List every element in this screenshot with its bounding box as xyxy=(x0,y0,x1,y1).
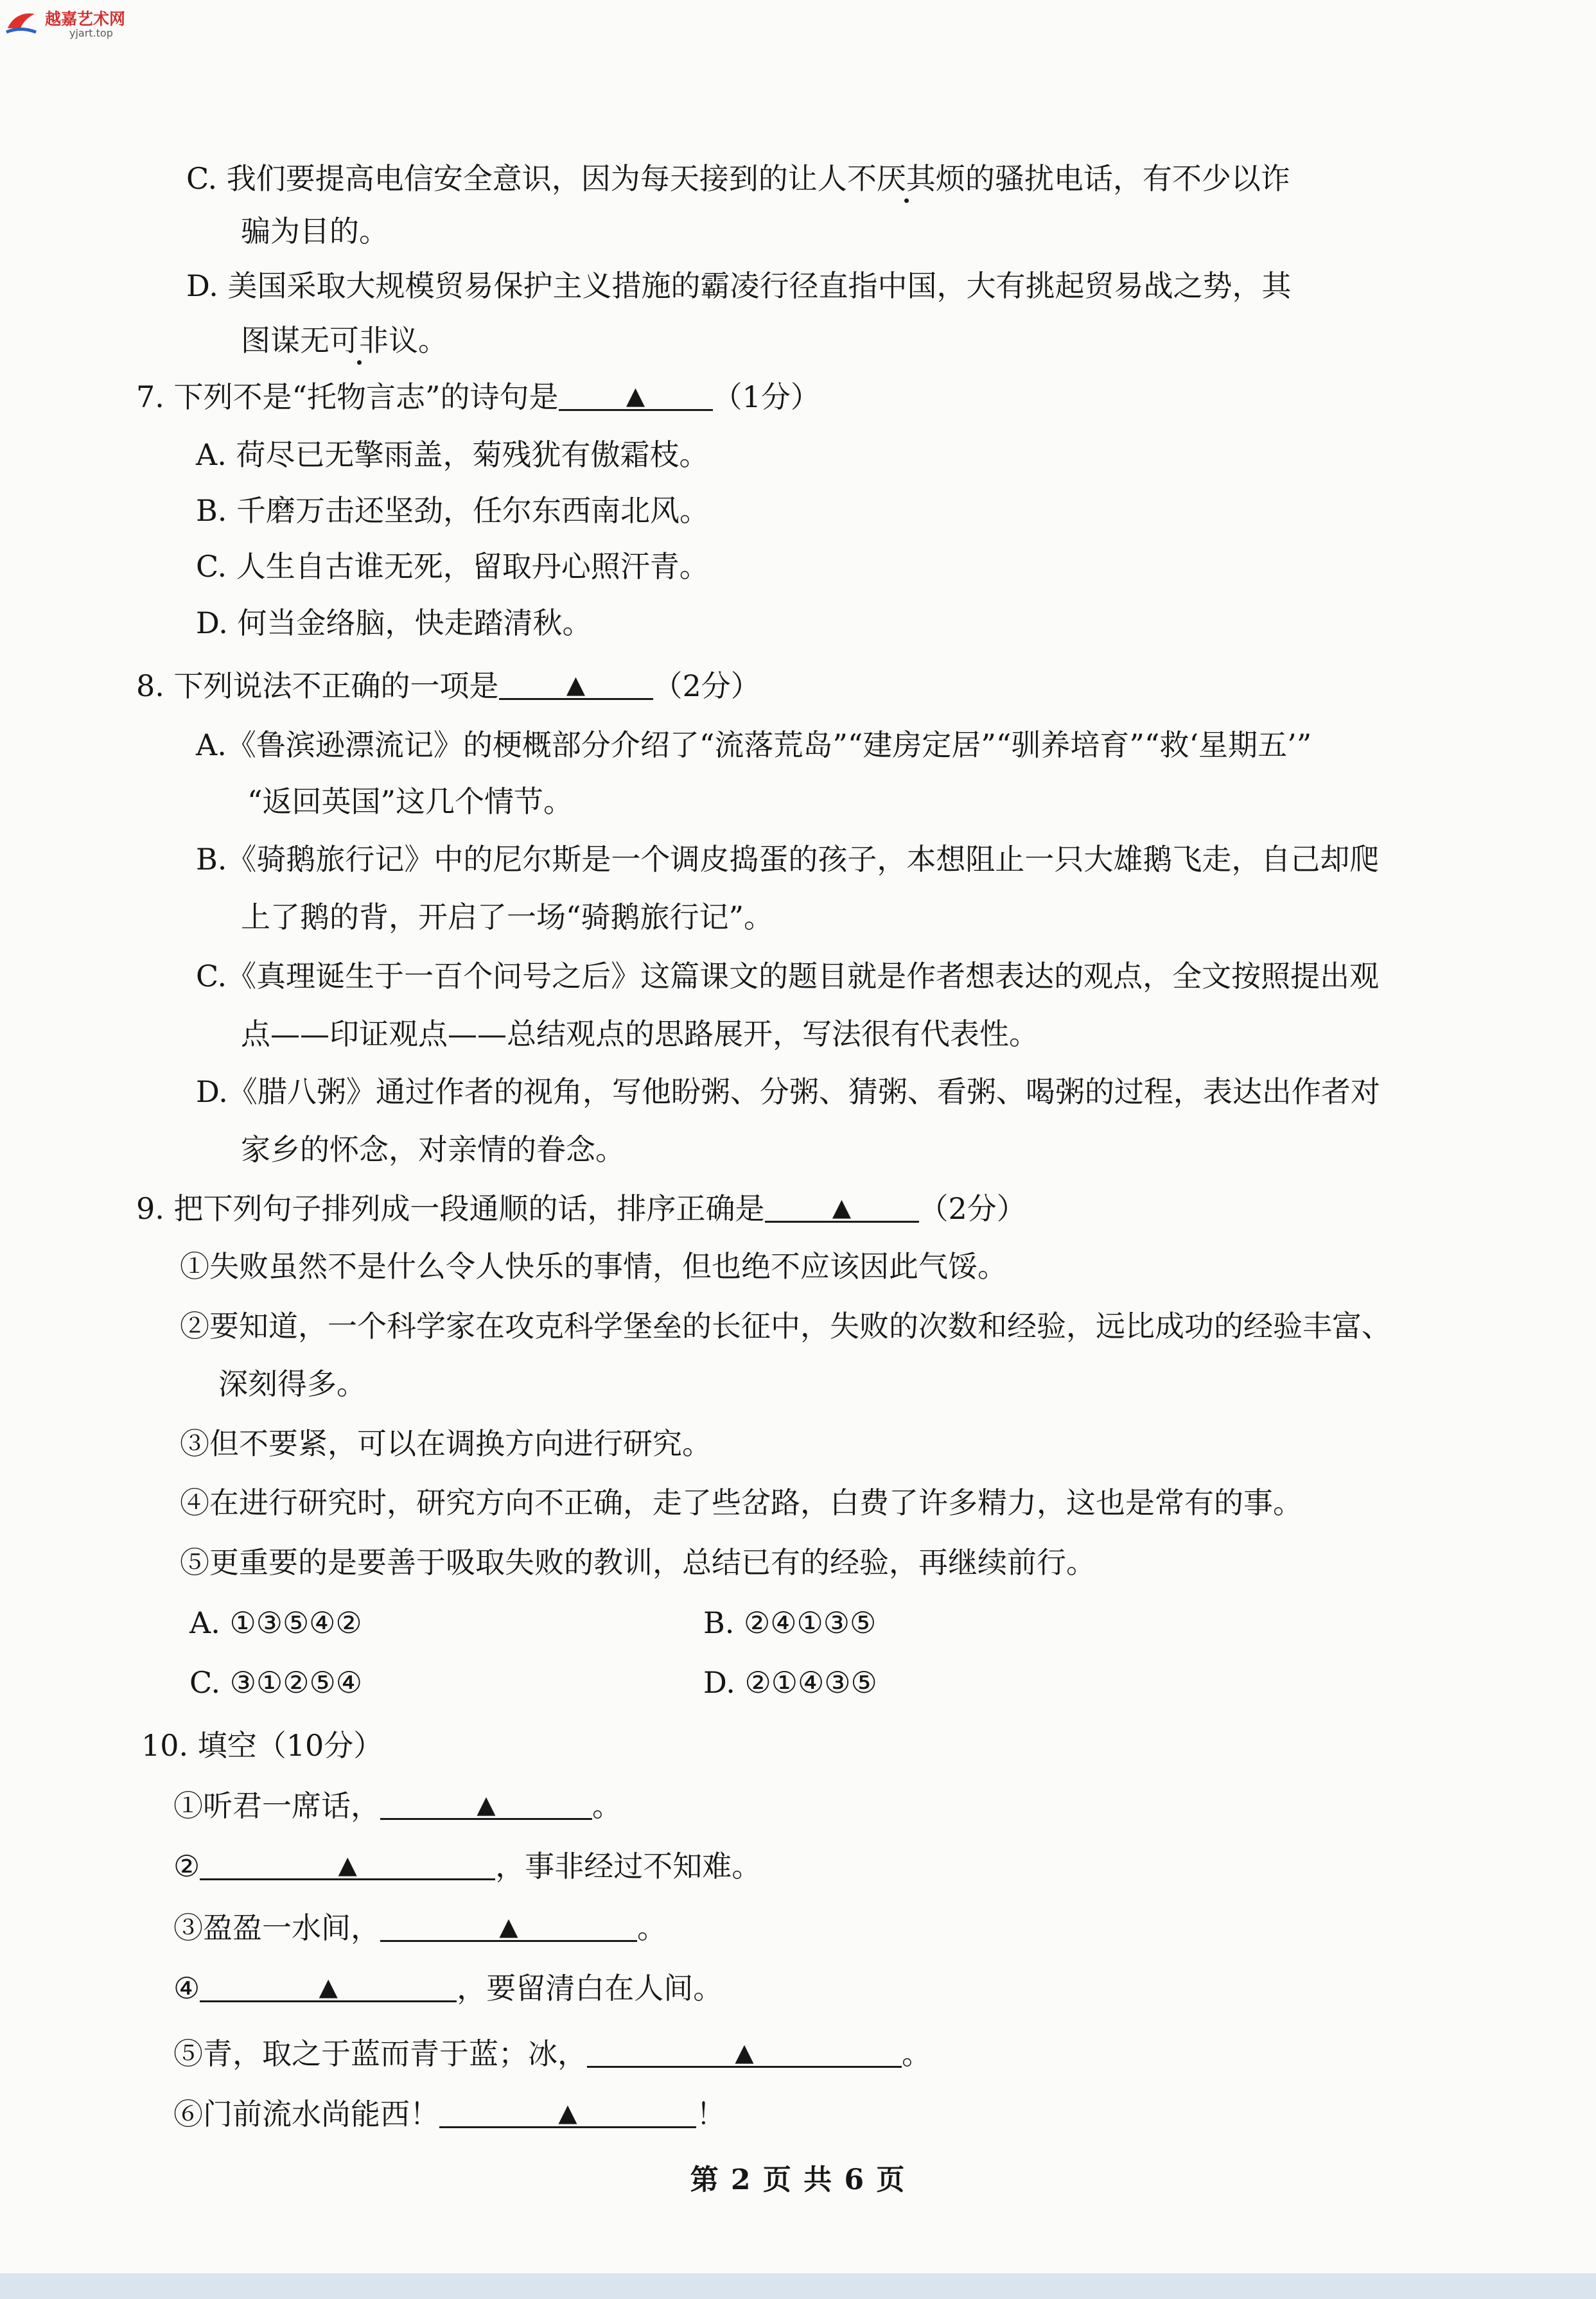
q7-stem: 7. 下列不是“托物言志”的诗句是 ▲ （1分） xyxy=(136,380,820,414)
triangle-marker-icon: ▲ xyxy=(319,1973,338,2001)
watermark-title: 越嘉艺术网 xyxy=(45,10,126,28)
triangle-marker-icon: ▲ xyxy=(832,1193,852,1221)
q10-item-2: ② ▲ ，事非经过不知难。 xyxy=(173,1849,762,1884)
bird-logo-icon xyxy=(5,9,37,37)
emphasis-dotted-text: 不厌其烦 xyxy=(847,159,965,198)
q8-option-a-line2: “返回英国”这几个情节。 xyxy=(247,784,574,819)
q9-option-c: C. ③①②⑤④ xyxy=(189,1665,362,1700)
answer-blank[interactable] xyxy=(499,670,653,700)
answer-blank[interactable] xyxy=(380,1790,592,1820)
triangle-marker-icon: ▲ xyxy=(477,1790,496,1819)
q10-item-1: ①听君一席话， ▲ 。 xyxy=(173,1788,622,1823)
q9-sentence-4: ④在进行研究时，研究方向不正确，走了些岔路，白费了许多精力，这也是常有的事。 xyxy=(180,1485,1302,1520)
triangle-marker-icon: ▲ xyxy=(338,1851,357,1879)
q7-option-a: A. 荷尽已无擎雨盖，菊残犹有傲霜枝。 xyxy=(196,437,709,472)
q6-option-c-line2: 骗为目的。 xyxy=(241,214,389,249)
q9-option-a: A. ①③⑤④② xyxy=(189,1605,362,1640)
answer-blank[interactable] xyxy=(765,1193,919,1223)
q8-option-d-line2: 家乡的怀念，对亲情的眷念。 xyxy=(241,1132,625,1167)
answer-blank[interactable] xyxy=(439,2098,696,2128)
q8-option-c-line2: 点——印证观点——总结观点的思路展开，写法很有代表性。 xyxy=(241,1017,1039,1051)
scan-edge-strip xyxy=(0,2273,1596,2299)
watermark-url: yjart.top xyxy=(69,27,113,39)
q10-item-3: ③盈盈一水间， ▲ 。 xyxy=(173,1910,667,1945)
answer-blank[interactable] xyxy=(587,2038,902,2068)
q10-item-5: ⑤青，取之于蓝而青于蓝；冰， ▲ 。 xyxy=(173,2036,931,2071)
q10-item-4: ④ ▲ ，要留清白在人间。 xyxy=(173,1971,723,2006)
q6-option-c-line1: C. 我们要提高电信安全意识，因为每天接到的让人不厌其烦的骚扰电话，有不少以诈 xyxy=(186,159,1290,198)
q8-option-b-line2: 上了鹅的背，开启了一场“骑鹅旅行记”。 xyxy=(241,900,774,934)
triangle-marker-icon: ▲ xyxy=(735,2038,754,2067)
q10-item-6: ⑥门前流水尚能西！ ▲ ！ xyxy=(173,2097,726,2131)
q9-sentence-3: ③但不要紧，可以在调换方向进行研究。 xyxy=(180,1426,712,1461)
q8-option-d-line1: D.《腊八粥》通过作者的视角，写他盼粥、分粥、猜粥、看粥、喝粥的过程，表达出作者对 xyxy=(196,1074,1380,1109)
triangle-marker-icon: ▲ xyxy=(566,670,586,699)
q7-option-b: B. 千磨万击还坚劲，任尔东西南北风。 xyxy=(196,493,710,528)
q9-sentence-1: ①失败虽然不是什么令人快乐的事情，但也绝不应该因此气馁。 xyxy=(180,1249,1007,1284)
answer-blank[interactable] xyxy=(380,1912,637,1942)
page-number-footer: 第 2 页 共 6 页 xyxy=(690,2164,906,2196)
triangle-marker-icon: ▲ xyxy=(558,2099,577,2127)
site-watermark-logo xyxy=(5,4,140,42)
triangle-marker-icon: ▲ xyxy=(626,381,645,410)
q8-stem: 8. 下列说法不正确的一项是 ▲ （2分） xyxy=(136,669,760,703)
q8-option-c-line1: C.《真理诞生于一百个问号之后》这篇课文的题目就是作者想表达的观点，全文按照提出观 xyxy=(196,959,1380,993)
q8-option-b-line1: B.《骑鹅旅行记》中的尼尔斯是一个调皮捣蛋的孩子，本想阻止一只大雄鹅飞走，自己却爬 xyxy=(196,842,1380,877)
q9-option-d: D. ②①④③⑤ xyxy=(703,1665,877,1700)
q9-option-b: B. ②④①③⑤ xyxy=(703,1605,877,1640)
q6-option-d-line1: D. 美国采取大规模贸易保护主义措施的霸凌行径直指中国，大有挑起贸易战之势，其 xyxy=(186,268,1292,303)
answer-blank[interactable] xyxy=(200,1972,457,2002)
q7-option-d: D. 何当金络脑，快走踏清秋。 xyxy=(196,606,592,640)
q6-option-d-line2: 图谋无可非议。 xyxy=(241,321,448,360)
triangle-marker-icon: ▲ xyxy=(499,1912,518,1941)
q7-option-c: C. 人生自古谁无死，留取丹心照汗青。 xyxy=(196,549,709,584)
q9-sentence-5: ⑤更重要的是要善于吸取失败的教训，总结已有的经验，再继续前行。 xyxy=(180,1545,1096,1580)
q10-stem: 10. 填空（10分） xyxy=(141,1728,383,1763)
emphasis-dotted-text: 无可非议 xyxy=(300,321,418,360)
q9-sentence-2-line2: 深刻得多。 xyxy=(218,1367,366,1401)
q8-option-a-line1: A.《鲁滨逊漂流记》的梗概部分介绍了“流落荒岛”“建房定居”“驯养培育”“救‘星期五’” xyxy=(196,728,1312,762)
answer-blank[interactable] xyxy=(200,1850,495,1880)
q9-sentence-2-line1: ②要知道，一个科学家在攻克科学堡垒的长征中，失败的次数和经验，远比成功的经验丰富、 xyxy=(180,1309,1391,1343)
q9-stem: 9. 把下列句子排列成一段通顺的话，排序正确是 ▲ （2分） xyxy=(136,1191,1026,1226)
answer-blank[interactable] xyxy=(559,381,713,411)
